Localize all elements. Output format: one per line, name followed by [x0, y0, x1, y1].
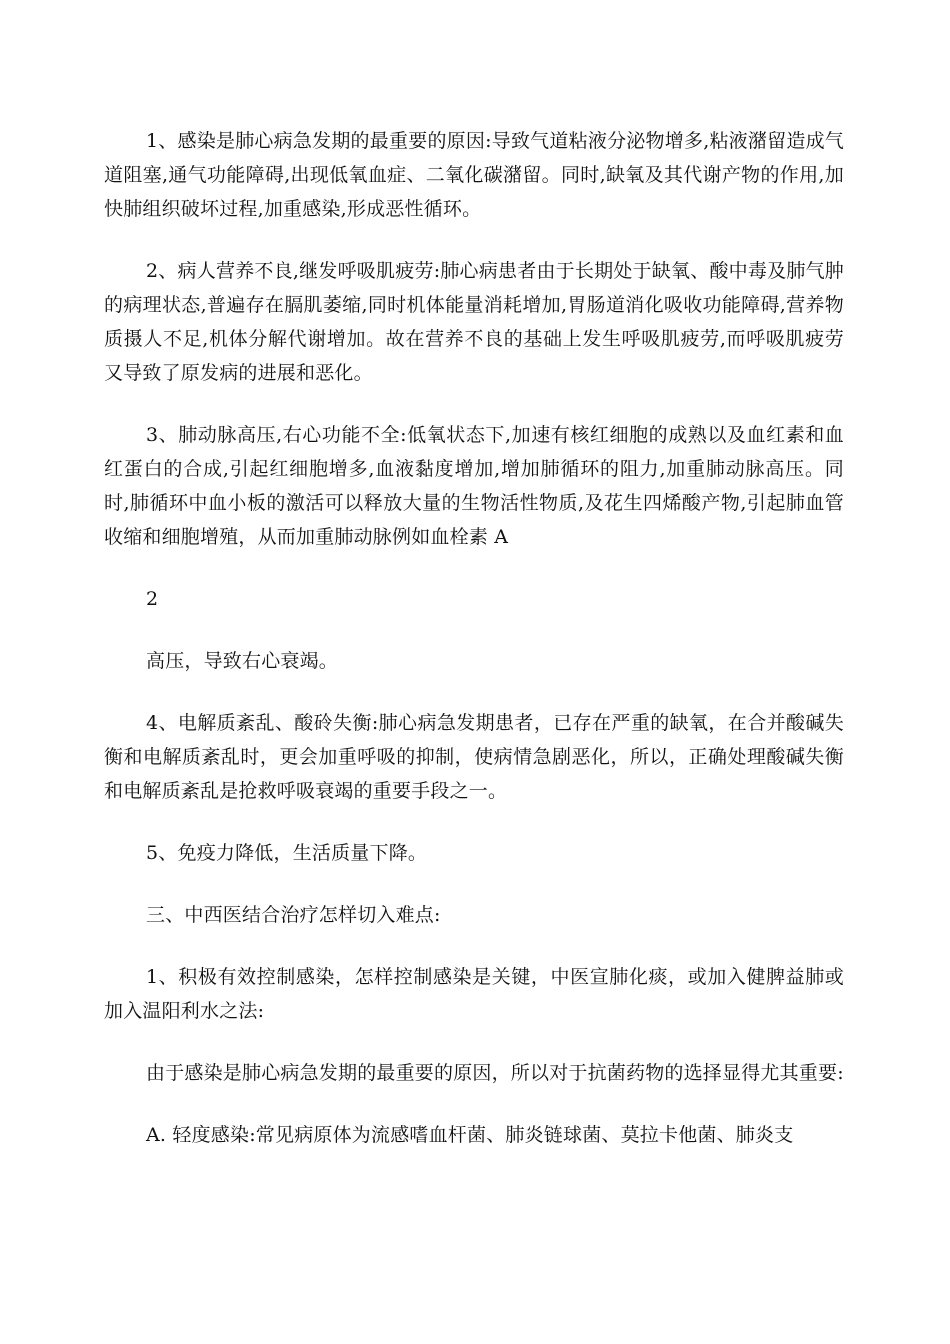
paragraph-immunity: 5、免疫力降低，生活质量下降。 [146, 842, 428, 864]
document-page [104, 124, 844, 1180]
paragraph-antibiotic-choice: 由于感染是肺心病急发期的最重要的原因，所以对于抗菌药物的选择显得尤其重要: [146, 1062, 844, 1084]
paragraph-right-heart-failure: 高压，导致右心衰竭。 [146, 650, 339, 672]
paragraph-electrolyte-imbalance: 4、电解质紊乱、酸砱失衡:肺心病急发期患者，已存在严重的缺氧，在合并酸碱失衡和电解质紊乱时，更会加重呼吸的抑制，使病情急剧恶化，所以，正确处理酸碱失衡和电解质紊乱是抢救呼吸衰竭的重要手段之一。 [104, 712, 844, 802]
section-heading-treatment: 三、中西医结合治疗怎样切入难点: [146, 904, 441, 926]
paragraph-infection-control: 1、积极有效控制感染，怎样控制感染是关键，中医宣肺化痰，或加入健脾益肺或加入温阳利水之法: [104, 966, 844, 1022]
page-number: 2 [146, 588, 159, 610]
paragraph-pulmonary-hypertension: 3、肺动脉高压,右心功能不全:低氧状态下,加速有核红细胞的成熟以及血红素和血红蛋白的合成,引起红细胞增多,血液黏度增加,增加肺循环的阻力,加重肺动脉高压。同时,肺循环中血小板的激活可以释放大量的生物活性物质,及花生四烯酸产物,引起肺血管收缩和细胞增殖，从而加重肺动脉例如血栓素 A [104, 424, 844, 548]
paragraph-malnutrition: 2、病人营养不良,继发呼吸肌疲劳:肺心病患者由于长期处于缺氧、酸中毒及肺气肿的病理状态,普遍存在膈肌萎缩,同时机体能量消耗增加,胃肠道消化吸收功能障碍,营养物质摄人不足,机体分解代谢增加。故在营养不良的基础上发生呼吸肌疲劳,而呼吸肌疲劳又导致了原发病的进展和恶化。 [104, 260, 844, 384]
paragraph-mild-infection: A. 轻度感染:常见病原体为流感嗜血杆菌、肺炎链球菌、莫拉卡他菌、肺炎支 [146, 1124, 794, 1146]
paragraph-infection-cause: 1、感染是肺心病急发期的最重要的原因:导致气道粘液分泌物增多,粘液潴留造成气道阻塞,通气功能障碍,出现低氧血症、二氧化碳潴留。同时,缺氧及其代谢产物的作用,加快肺组织破坏过程,加重感染,形成恶性循环。 [104, 130, 844, 220]
